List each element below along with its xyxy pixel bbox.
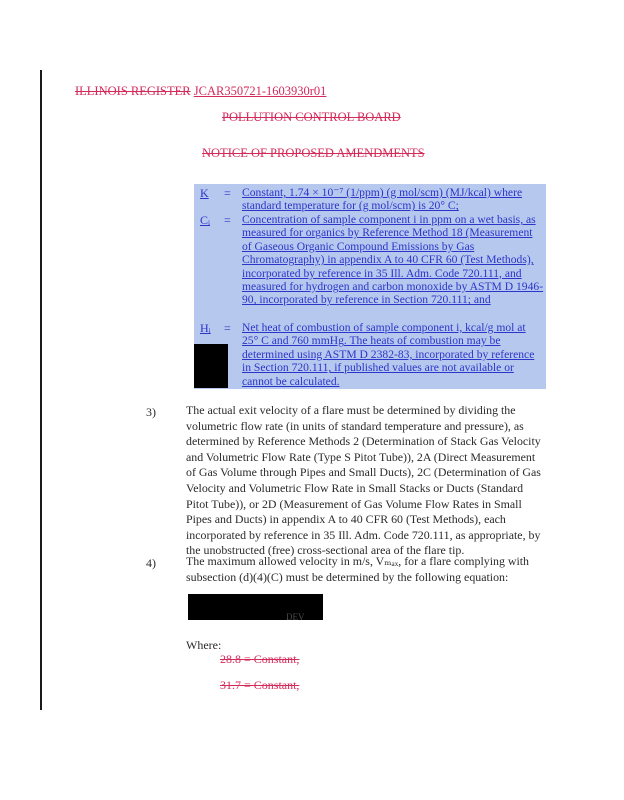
change-bar-bottom <box>40 648 42 704</box>
register-inserted-text: JCAR350721-1603930r01 <box>193 84 327 98</box>
item-number: 3) <box>146 405 156 419</box>
item-paragraph: The maximum allowed velocity in m/s, Vₘₐₓ, for a flare complying with subsection (d)(4)(C) must be determined by the following equation: <box>186 554 530 584</box>
redaction-block <box>194 344 228 388</box>
register-struck-text: ILLINOIS REGISTER <box>75 84 191 98</box>
item-paragraph: The actual exit velocity of a flare must be determined by dividing the volumetric flow rate (in units of standard temperature and pressure), as determined by Reference Methods 2 (Determination of Stack Gas Velocity and Volumetric Flow Rate (Type S Pitot Tube)), 2A (Direct Measurement of Gas Volume through Pipes and Small Ducts), 2C (Determination of Gas Velocity and Volumetric Flow Rate in Small Stacks or Ducts (Standard Pitot Tube)), or 2D (Measurement of Gas Volume Flow Rates in Small Pipes and Ducts) in appendix A to 40 CFR 60 (Test Methods), each incorporated by reference in 35 Ill. Adm. Code 720.111, as appropriate, by the unobstructed (free) cross-sectional area of the flare tip. <box>186 403 541 558</box>
definitions-highlight <box>194 184 546 389</box>
struck-constant: 31.7 = Constant, <box>220 678 300 692</box>
definition-symbol: K <box>200 186 209 200</box>
definition-text: Concentration of sample component i in ppm on a wet basis, as measured for organics by Reference Method 18 (Measurement of Gaseous Organic Compound Emissions by Gas Chromatography) in appendix A to 40 CFR 60 (Test Methods), incorporated by reference in 35 Ill. Adm. Code 720.111, and measured for hydrogen and carbon monoxide by ASTM D 1946-90, incorporated by reference in Section 720.111; and <box>242 213 544 307</box>
definition-text: Constant, 1.74 × 10⁻⁷ (1/ppm) (g mol/scm) (MJ/kcal) where standard temperature for (g mol/scm) is 20° C; <box>242 186 523 213</box>
definition-equals: = <box>224 321 231 335</box>
equation-fragment: DEV <box>286 612 305 622</box>
register-header <box>75 84 326 99</box>
definition-equals: = <box>224 213 231 227</box>
definition-equals: = <box>224 186 231 200</box>
definition-text: Net heat of combustion of sample component i, kcal/g mol at 25° C and 760 mmHg. The heats of combustion may be determined using ASTM D 2382-83, incorporated by reference in Section 720.111, if published values are not available or cannot be calculated. <box>242 321 535 388</box>
item-number: 4) <box>146 556 156 570</box>
board-title: POLLUTION CONTROL BOARD <box>222 110 401 124</box>
definition-symbol: Hᵢ <box>200 321 211 335</box>
definition-symbol: Cᵢ <box>200 213 210 227</box>
where-label: Where: <box>186 638 222 652</box>
change-bar-top <box>40 70 42 710</box>
notice-title: NOTICE OF PROPOSED AMENDMENTS <box>202 146 425 160</box>
struck-constant: 28.8 = Constant, <box>220 652 300 666</box>
